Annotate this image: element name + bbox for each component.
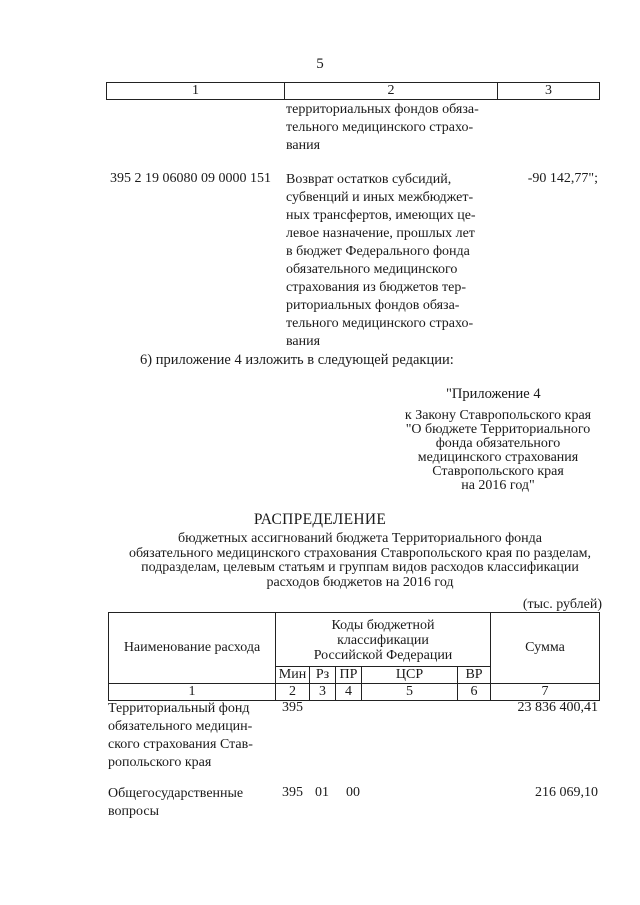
col-number-1: 1 [107, 83, 285, 100]
header-rz: Рз [310, 667, 336, 684]
budget-table-header [108, 612, 600, 701]
col-num-6: 6 [458, 684, 491, 701]
column-number-row [106, 82, 600, 100]
appendix-reference: к Закону Ставропольского края "О бюджете Территориального фонда обязательного медицинского страхования Ставропольского края на 2016 год" [404, 408, 592, 493]
header-csr: ЦСР [362, 667, 458, 684]
page-number: 5 [316, 56, 324, 72]
budget-code: 395 2 19 06080 09 0000 151 [110, 171, 271, 186]
row-1-sum: 23 836 400,41 [517, 700, 598, 715]
amendment-paragraph: 6) приложение 4 изложить в следующей редакции: [140, 352, 454, 368]
header-classification-codes: Коды бюджетной классификации Российской Федерации [276, 613, 491, 667]
header-min: Мин [276, 667, 310, 684]
appendix-title: "Приложение 4 [446, 386, 541, 402]
row-description: Возврат остатков субсидий, субвенций и иных межбюджет- ных трансфертов, имеющих це- левое назначение, прошлых лет в бюджет Федерального фонда обязательного медицинского страхования из бюджетов тер- риториальных фондов обяза- тельного медицинского страхо- вания [286, 172, 476, 349]
header-expense-name: Наименование расхода [109, 613, 276, 684]
document-subheading: бюджетных ассигнований бюджета Территориального фонда обязательного медицинского страхования Ставропольского края по разделам, подразделам, целевым статьям и группам видов расходов классификации расходов бюджетов на 2016 год [128, 531, 592, 590]
col-num-5: 5 [362, 684, 458, 701]
col-number-2: 2 [285, 83, 498, 100]
row-amount: -90 142,77"; [527, 171, 598, 186]
col-num-1: 1 [109, 684, 276, 701]
header-vr: ВР [458, 667, 491, 684]
col-num-7: 7 [491, 684, 600, 701]
row-1-min: 395 [282, 700, 303, 715]
row-2-name: Общегосударственные вопросы [108, 786, 244, 819]
document-heading: РАСПРЕДЕЛЕНИЕ [253, 511, 387, 528]
row-1-name: Территориальный фонд обязательного медицин- ского страхования Став- ропольского края [108, 701, 253, 770]
col-number-3: 3 [498, 83, 600, 100]
col-num-2: 2 [276, 684, 310, 701]
header-pr: ПР [336, 667, 362, 684]
header-sum: Сумма [491, 613, 600, 684]
continued-text: территориальных фондов обяза- тельного медицинского страхо- вания [286, 102, 479, 153]
row-2-sum: 216 069,10 [535, 785, 598, 800]
row-2-pr: 00 [346, 785, 360, 800]
row-2-min: 395 [282, 785, 303, 800]
units-label: (тыс. рублей) [522, 597, 602, 612]
col-num-3: 3 [310, 684, 336, 701]
col-num-4: 4 [336, 684, 362, 701]
row-2-rz: 01 [315, 785, 329, 800]
